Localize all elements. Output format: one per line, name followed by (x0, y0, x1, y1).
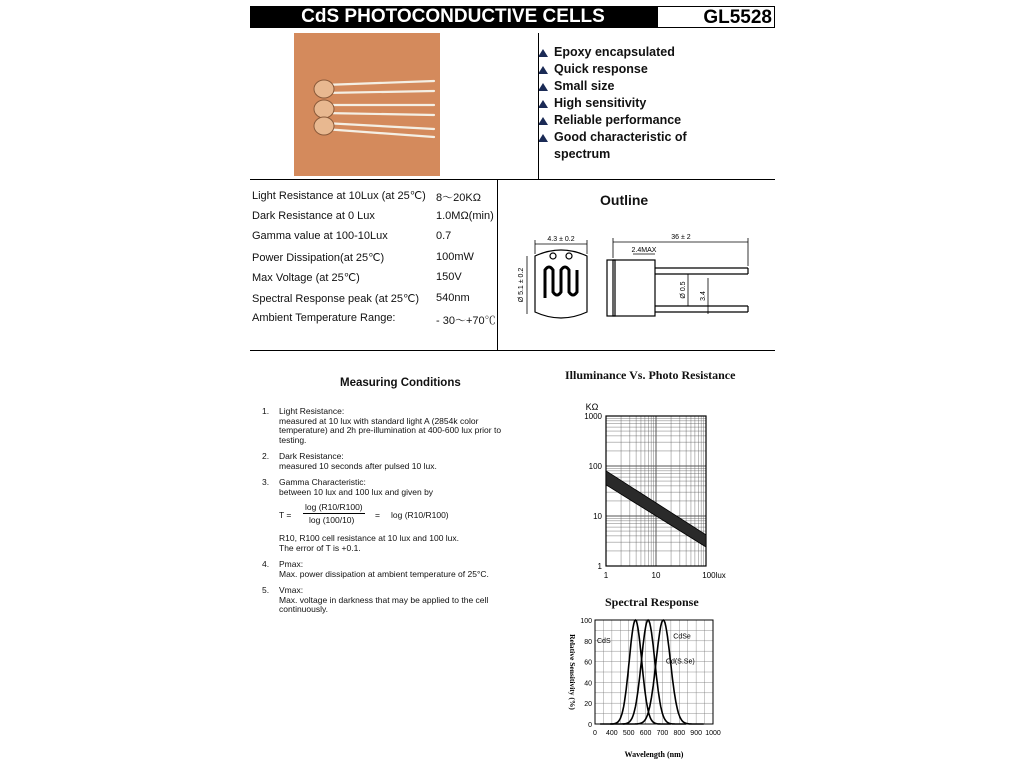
y-axis-label: KΩ (585, 402, 599, 412)
x-tick-label: 700 (656, 730, 669, 737)
dim-diameter-label: Ø 5.1 ± 0.2 (518, 267, 525, 303)
y-tick-label: 100 (580, 618, 592, 625)
condition-item: 3. Gamma Characteristic: between 10 lux and 100 lux and given by T = log (R10/R100) log (100/10) = log (R10/R100) R10, R100 cell resistance at 10 lux and 100 lux. The error of T is +0.1. (262, 478, 512, 553)
x-tick-label: 1000 (705, 730, 721, 737)
chart2-title: Spectral Response (605, 595, 699, 609)
datasheet: CdS PHOTOCONDUCTIVE CELLS GL5528 Epoxy encapsulated Quick response Small size High sensitivity Reliable performance Good characteristic of spectrum Light Resistance at 10Lux (at 25℃) 8～20KΩ Dark Resistance at 0 Lux 1.0MΩ(min) Gamma value at 100-10Lux 0.7 Power Dissipation(at 25℃) 100mW Max Voltage (at 25℃) 150V Spectral Response peak (at 25℃) 540nm Ambient Temperature Range: - 30～+70℃ Outline 4.3 ± 0.2 36 ± 2 2.4MAX Ø 5.1 ± 0.2 Ø 0.5 3.4 Measuring Conditions 1. Light Resistance: measured at 10 lux with standard light A (2854k color temperature) and 2h pre-illumination at 400-600 lux prior to testing. 2. Dark Resistance: measured 10 seconds after pulsed 10 lux. 3. Gamma Characteristic: between 10 lux and 100 lux and given by T = log (R10/R100) log (100/10) = log (R10/R100) R10, R100 cell resistance at 10 lux and 100 lux. The error of T is +0.1. 4. Pmax: Max. power dissipation at ambient temperature of 25°C. 5. Vmax: Max. voltage in darkness that may be applied to the cell continuously. Illuminance Vs. Photo Resistance 1 10 100 1000 1 10 100lux KΩ Spectral Response CdS CdSe Cd(S.Se) 0 20 40 60 80 100 0 400 500 600 700 800 900 1000 Wavelength (nm) Relative Sensitivity (%) (250, 0, 775, 768)
x-tick-label: 10 (651, 571, 661, 580)
triangle-bullet-icon (538, 49, 548, 57)
x-tick-label: 800 (673, 730, 686, 737)
y-tick-label: 100 (588, 462, 602, 471)
gamma-formula: T = log (R10/R100) log (100/10) = log (R10/R100) (279, 502, 449, 525)
y-axis-label: Relative Sensitivity (%) (568, 634, 577, 710)
measuring-conditions (262, 407, 512, 622)
y-tick-label: 1 (597, 562, 602, 571)
dim-width-label: 4.3 ± 0.2 (547, 236, 575, 243)
triangle-bullet-icon (538, 83, 548, 91)
triangle-bullet-icon (538, 117, 548, 125)
feature-item: Small size (538, 78, 687, 95)
dim-length-label: 36 ± 2 (671, 234, 691, 241)
y-tick-label: 10 (593, 512, 602, 521)
condition-item: 2. Dark Resistance: measured 10 seconds after pulsed 10 lux. (262, 451, 437, 471)
condition-item: 1. Light Resistance: measured at 10 lux with standard light A (2854k color temperature) and 2h pre-illumination at 400-600 lux prior to testing. (262, 406, 502, 445)
feature-item: Good characteristic of (538, 129, 687, 146)
condition-item: 5. Vmax: Max. voltage in darkness that may be applied to the cell continuously. (262, 585, 489, 614)
header-bar (250, 6, 775, 28)
dim-lead-label: Ø 0.5 (680, 281, 687, 299)
divider (497, 180, 498, 350)
y-tick-label: 40 (584, 680, 592, 688)
x-tick-label: 500 (622, 730, 635, 737)
header-title: CdS PHOTOCONDUCTIVE CELLS (301, 6, 605, 27)
illuminance-resistance-chart (572, 398, 732, 588)
feature-item: spectrum (554, 147, 611, 161)
photo-illustration (294, 33, 440, 176)
measuring-title: Measuring Conditions (340, 377, 461, 389)
triangle-bullet-icon (538, 134, 548, 142)
x-tick-label: 0 (593, 730, 597, 737)
condition-item: 4. Pmax: Max. power dissipation at ambient temperature of 25°C. (262, 559, 489, 579)
series-label: Cd(S.Se) (665, 658, 695, 666)
chart1-title: Illuminance Vs. Photo Resistance (565, 368, 736, 382)
y-tick-label: 60 (584, 659, 592, 667)
spectral-response-chart (555, 612, 770, 768)
feature-item: High sensitivity (538, 95, 687, 112)
feature-list (538, 44, 687, 163)
feature-item: Reliable performance (538, 112, 687, 129)
x-tick-label: 1 (603, 571, 609, 580)
feature-item: Epoxy encapsulated (538, 44, 687, 61)
y-tick-label: 0 (588, 722, 592, 729)
x-tick-label: 400 (606, 730, 618, 737)
triangle-bullet-icon (538, 100, 548, 108)
divider (250, 179, 775, 180)
divider (250, 350, 775, 351)
y-tick-label: 1000 (584, 412, 602, 421)
x-tick-label: 900 (690, 730, 702, 737)
outline-drawing (513, 228, 753, 336)
series-label: CdS (597, 637, 611, 645)
divider (538, 33, 539, 179)
triangle-bullet-icon (538, 66, 548, 74)
series-label: CdSe (673, 633, 691, 641)
product-photo (294, 33, 440, 176)
outline-title: Outline (600, 192, 649, 208)
x-axis-label: Wavelength (nm) (624, 750, 684, 759)
y-tick-label: 80 (584, 638, 592, 646)
x-tick-label: 600 (639, 730, 652, 737)
x-tick-label: 100lux (702, 571, 726, 580)
feature-item: Quick response (538, 61, 687, 78)
y-tick-label: 20 (584, 701, 592, 709)
fraction-bar (303, 513, 365, 514)
dim-pitch-label: 3.4 (700, 291, 707, 301)
dim-max-label: 2.4MAX (631, 247, 657, 254)
model-number: GL5528 (657, 6, 775, 28)
